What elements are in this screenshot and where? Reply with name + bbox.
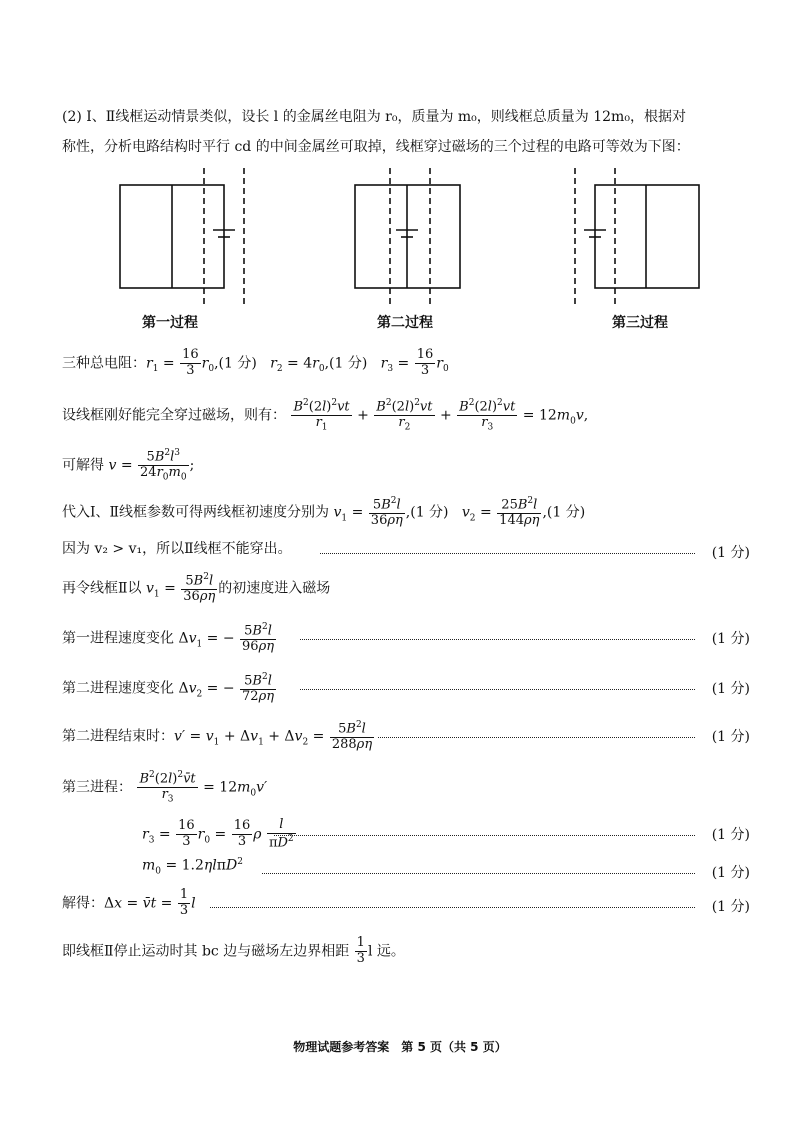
circuit-process-3	[575, 168, 699, 308]
page-footer: 物理试题参考答案 第 5 页（共 5 页）	[293, 1040, 507, 1054]
solve-line: 可解得 v = $\frac{5B^2l^3}{24r_0m_0}$ ;	[62, 448, 195, 483]
initial-speed-line: 代入Ⅰ、Ⅱ线框参数可得两线框初速度分别为 $v_1$ = $\frac{5B^2l}{36\rho\eta}$ ,(1 分) $v_2$ = $\frac{25B^2l}{144\rho\eta}$ ,(1 分)	[62, 496, 586, 529]
caption-process-3: 第三过程	[612, 315, 668, 331]
caption-process-1: 第一过程	[142, 315, 198, 331]
second-dv-line: 第二进程速度变化 $\Delta v_2$ = − $\frac{5B^2l}{72\rho\eta}$	[62, 672, 275, 705]
conclusion-line: 即线框Ⅱ停止运动时其 bc 边与磁场左边界相距 $\frac{1}{3}$ l 远。	[62, 935, 405, 966]
third-line: 第三进程： $\frac{B^2(2l)^2v̄t}{r_3}$ = $12m_0v'$	[62, 770, 268, 805]
leader-dots	[262, 873, 695, 874]
leader-dots	[274, 835, 695, 836]
score-mark: (1 分)	[711, 729, 750, 745]
m0-line: $m_0 = 1.2\eta l\pi D^2$	[142, 857, 243, 877]
score-mark: (1 分)	[711, 827, 750, 843]
first-dv-line: 第一进程速度变化 $\Delta v_1$ = − $\frac{5B^2l}{96\rho\eta}$	[62, 622, 275, 655]
r3-line: $r_3$ = $\frac{16}{3}$ $r_0$ = $\frac{16}{3}$ ρ $\frac{l}{\pi D^2}$	[142, 817, 294, 851]
circuit-process-2	[355, 168, 460, 308]
resistance-line: 三种总电阻：$r_1$ = $\frac{16}{3}$ $r_0,(1$ 分) $r_2 = 4r_0,(1$ 分) $r_3$ = $\frac{16}{3}$ $r_0$	[62, 347, 449, 378]
leader-dots	[300, 689, 695, 690]
again-line: 再令线框Ⅱ以 $v_1$ = $\frac{5B^2l}{36\rho\eta}$ 的初速度进入磁场	[62, 572, 331, 605]
score-mark: (1 分)	[711, 681, 750, 697]
score-mark: (1 分)	[711, 899, 750, 915]
assumption-line: 设线框刚好能完全穿过磁场，则有： $\frac{B^2(2l)^2vt}{r_1}$ + $\frac{B^2(2l)^2vt}{r_2}$ + $\frac{B^2(2l)^2vt}{r_3}$ = $12m_0v$,	[62, 398, 589, 433]
second-end-line: 第二进程结束时：$v' = v_1 + \Delta v_1 + \Delta v_2$ = $\frac{5B^2l}{288\rho\eta}$	[62, 720, 373, 753]
circuit-process-1	[120, 168, 244, 308]
leader-dots	[320, 553, 695, 554]
circuit-diagrams	[100, 168, 700, 308]
leader-dots	[300, 639, 695, 640]
solved-line: 解得：Δx = v̄t = $\frac{1}{3}$ l	[62, 887, 196, 918]
score-mark: (1 分)	[711, 545, 750, 561]
because-line: 因为 v₂ > v₁，所以Ⅱ线框不能穿出。	[62, 541, 292, 557]
intro-line-1: (2) Ⅰ、Ⅱ线框运动情景类似，设长 l 的金属丝电阻为 r₀，质量为 m₀，则线框总质量为 12m₀，根据对	[62, 109, 686, 125]
score-mark: (1 分)	[711, 631, 750, 647]
score-mark: (1 分)	[711, 865, 750, 881]
caption-process-2: 第二过程	[377, 315, 433, 331]
leader-dots	[210, 907, 695, 908]
intro-line-2: 称性，分析电路结构时平行 cd 的中间金属丝可取掉，线框穿过磁场的三个过程的电路可等效为下图：	[62, 139, 690, 155]
leader-dots	[378, 737, 695, 738]
